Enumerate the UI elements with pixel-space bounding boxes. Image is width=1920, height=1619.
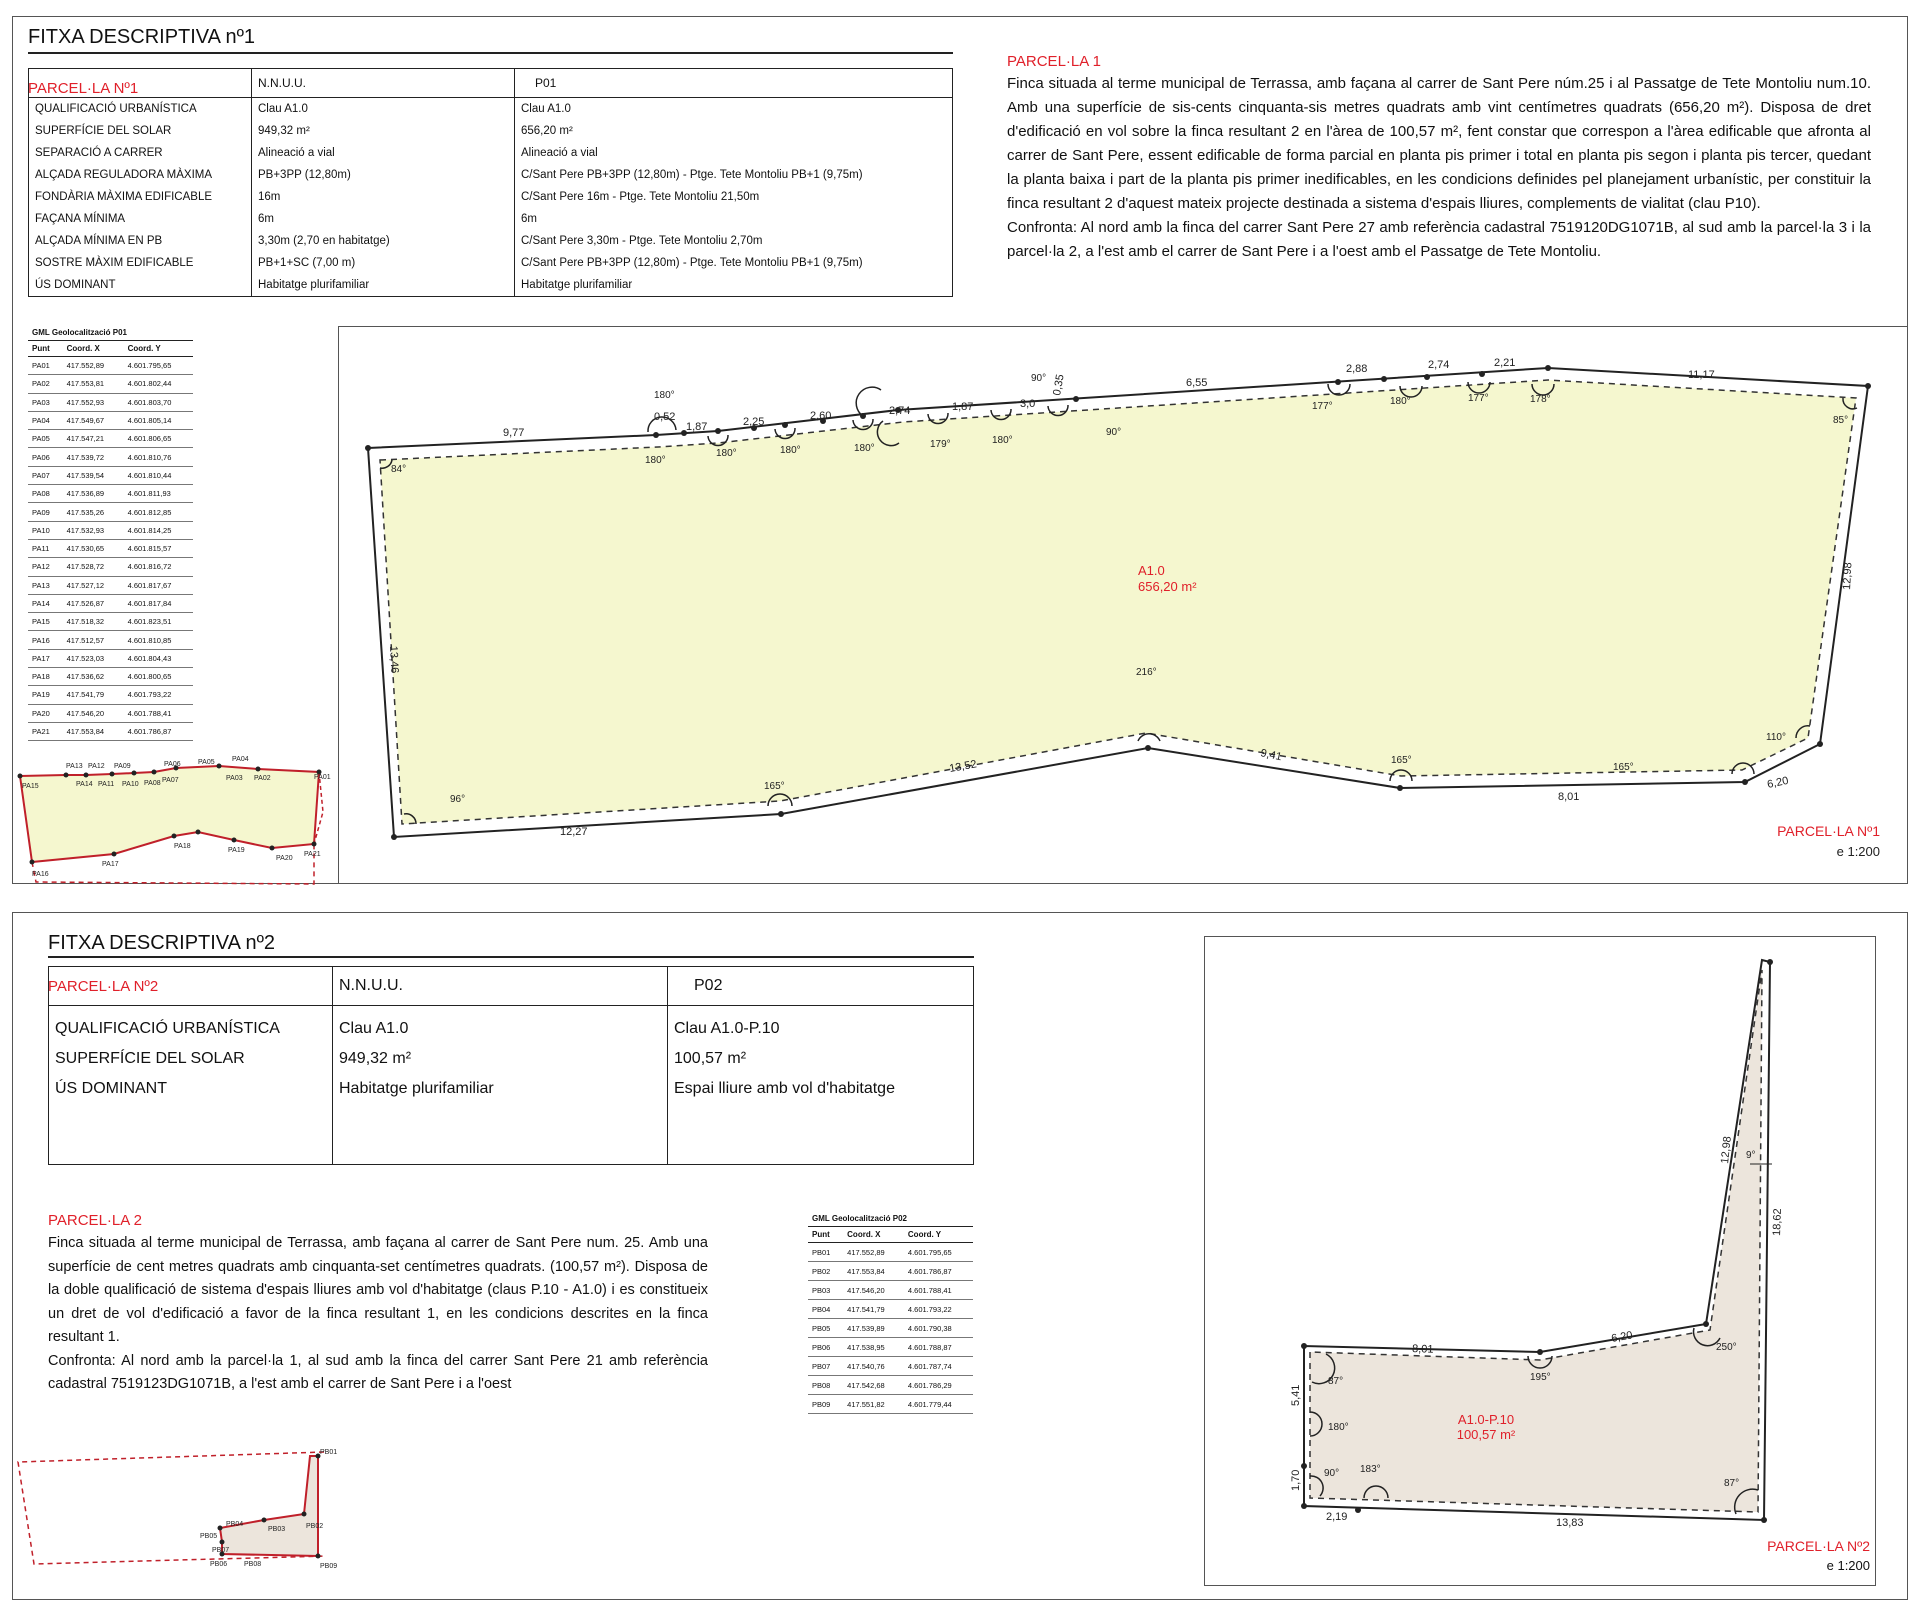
gml-row: [28, 704, 193, 722]
gml-cell: PA14: [28, 594, 63, 612]
gml-cell: PB06: [808, 1338, 843, 1357]
gml-cell: 417.547,21: [63, 430, 124, 448]
mini-point-label: PB03: [268, 1526, 286, 1533]
gml-cell: 417.541,79: [843, 1300, 904, 1319]
col-p02: P02: [668, 967, 974, 1006]
dimension-label: 13,46: [387, 645, 401, 674]
dimension-label: 6,20: [1766, 774, 1790, 791]
gml-header: Coord. Y: [904, 1227, 973, 1243]
gml-cell: PA05: [28, 430, 63, 448]
gml-cell: 417.552,89: [63, 357, 124, 375]
mini-point-label: PA08: [144, 780, 161, 787]
gml-cell: 4.601.787,74: [904, 1357, 973, 1376]
gml-cell: 4.601.816,72: [124, 558, 193, 576]
gml-cell: 4.601.806,65: [124, 430, 193, 448]
plan-scale: e 1:200: [1836, 844, 1880, 859]
sheet1-gml-table: [28, 326, 193, 741]
gml-row: [28, 448, 193, 466]
mini-point-label: PB06: [210, 1561, 228, 1568]
gml-cell: PA07: [28, 466, 63, 484]
gml-row: [28, 521, 193, 539]
dimension-label: 6,20: [1610, 1329, 1634, 1345]
gml-cell: 417.539,72: [63, 448, 124, 466]
col-nnuu: N.N.U.U.: [333, 967, 668, 1006]
gml-cell: 417.518,32: [63, 613, 124, 631]
angle-label: 179°: [930, 439, 951, 450]
gml-cell: 417.527,12: [63, 576, 124, 594]
sheet1-desc-text-1: Finca situada al terme municipal de Terrassa, amb façana al carrer de Sant Pere núm.25 i al Passatge de Tete Montoliu num.10. Amb una superfície de sis-cents cinquanta-sis metres quadrats amb vint centímetres quadrats (656,20 m²). Disposa de dret d'edificació en vol sobre la finca resultant 2 en l'àrea de 100,57 m², fent constar que correspon a l'àrea edificable que afronta al carrer de Sant Pere, essent edificable de forma parcial en planta pis primer i total en planta pis segon i planta pis tercer, quedant la planta baixa i part de la planta pis primer inedificables, en les condicions definides pel planejament urbanístic, per constituir la finca resultant 2 d'aquest mateix projecte destinada a sistema d'espais lliures, complements de vialitat (clau P10).: [1007, 75, 1871, 212]
angle-label: 165°: [764, 781, 785, 792]
gml-cell: 4.601.790,38: [904, 1319, 973, 1338]
gml-cell: PB05: [808, 1319, 843, 1338]
angle-label: 84°: [391, 464, 407, 475]
zone-area: 100,57 m²: [1456, 1427, 1516, 1442]
gml-row: [808, 1357, 973, 1376]
gml-row: [28, 430, 193, 448]
gml-cell: 4.601.788,87: [904, 1338, 973, 1357]
gml-header: Punt: [808, 1227, 843, 1243]
gml-cell: PA06: [28, 448, 63, 466]
mini-point-label: PA03: [226, 775, 243, 782]
angle-label: 178°: [1530, 394, 1551, 405]
gml-cell: PA17: [28, 649, 63, 667]
sheet2-description: [48, 1232, 708, 1397]
mini-point-label: PA15: [22, 783, 39, 790]
gml-row: [28, 503, 193, 521]
angle-label: 180°: [716, 448, 737, 459]
gml-row: [808, 1338, 973, 1357]
gml-cell: 417.540,76: [843, 1357, 904, 1376]
gml-cell: 4.601.803,70: [124, 393, 193, 411]
gml-cell: 4.601.800,65: [124, 668, 193, 686]
gml-cell: 417.512,57: [63, 631, 124, 649]
table-row: SUPERFÍCIE DEL SOLAR 949,32 m² 100,57 m²: [49, 1044, 974, 1074]
gml-cell: 4.601.817,84: [124, 594, 193, 612]
sheet2-title: FITXA DESCRIPTIVA nº2: [48, 932, 276, 954]
gml-row: [28, 686, 193, 704]
zone-label: A1.0-P.10: [1457, 1412, 1515, 1427]
gml-cell: PA01: [28, 357, 63, 375]
gml-cell: 417.538,95: [843, 1338, 904, 1357]
gml-cell: PA21: [28, 722, 63, 740]
gml-cell: 417.546,20: [843, 1281, 904, 1300]
table-row: SOSTRE MÀXIM EDIFICABLE PB+1+SC (7,00 m) C/Sant Pere PB+3PP (12,80m) - Ptge. Tete Montoliu PB+1 (9,75m): [29, 252, 953, 274]
gml-header: Coord. Y: [124, 341, 193, 357]
angle-label: 195°: [1530, 1372, 1551, 1383]
angle-label: 180°: [854, 443, 875, 454]
table-row: ALÇADA REGULADORA MÀXIMA PB+3PP (12,80m) C/Sant Pere PB+3PP (12,80m) - Ptge. Tete Montoliu PB+1 (9,75m): [29, 164, 953, 186]
gml-cell: 417.528,72: [63, 558, 124, 576]
gml-cell: 4.601.812,85: [124, 503, 193, 521]
angle-label: 90°: [1106, 427, 1122, 438]
dimension-label: 12,98: [1841, 562, 1855, 591]
gml-cell: 4.601.795,65: [904, 1243, 973, 1262]
dimension-label: 2,25: [743, 416, 765, 428]
gml-cell: 4.601.815,57: [124, 539, 193, 557]
gml-cell: 417.546,20: [63, 704, 124, 722]
gml-cell: 417.526,87: [63, 594, 124, 612]
gml-cell: PA09: [28, 503, 63, 521]
dimension-label: 1,70: [1290, 1469, 1302, 1491]
dimension-label: 6,55: [1186, 377, 1208, 389]
mini-point-label: PA07: [162, 777, 179, 784]
table-row: ALÇADA MÍNIMA EN PB 3,30m (2,70 en habitatge) C/Sant Pere 3,30m - Ptge. Tete Montoliu 2,70m: [29, 230, 953, 252]
mini-point-label: PB07: [212, 1547, 230, 1554]
dimension-label: 9,77: [503, 427, 525, 439]
gml-cell: PB08: [808, 1376, 843, 1395]
angle-label: 177°: [1468, 393, 1489, 404]
gml-cell: PA16: [28, 631, 63, 649]
sheet1-plan: [338, 326, 1908, 884]
angle-label: 90°: [1031, 373, 1047, 384]
gml-cell: 417.523,03: [63, 649, 124, 667]
dimension-label: 1,87: [686, 421, 708, 433]
mini-point-label: PA20: [276, 855, 293, 862]
dimension-label: 13,52: [948, 758, 978, 775]
gml-cell: 4.601.810,85: [124, 631, 193, 649]
gml-cell: 417.536,62: [63, 668, 124, 686]
mini-point-label: PB04: [226, 1521, 244, 1528]
mini-point-label: PA05: [198, 759, 215, 766]
angle-label: 183°: [1360, 1464, 1381, 1475]
sheet2-desc-text-1: Finca situada al terme municipal de Terrassa, amb façana al carrer de Sant Pere num. 25. Amb una superfície de cent metres quadrats amb cinquanta-set centímetres quadrats. (100,57 m²). Disposa de la doble qualificació de sistema d'espais lliures amb vol d'habitatge (claus P.10 - A1.0) i es constitueix un dret de vol d'edificació a favor de la finca resultant 1, en les condicions descrites en la finca resultant 1.: [48, 1235, 708, 1345]
gml-cell: 417.542,68: [843, 1376, 904, 1395]
gml-cell: PA04: [28, 411, 63, 429]
dimension-label: 0,35: [1051, 373, 1067, 397]
plan-title: PARCEL·LA Nº1: [1777, 823, 1880, 839]
gml-row: [28, 631, 193, 649]
dimension-label: 18,62: [1771, 1208, 1784, 1237]
angle-label: 96°: [450, 794, 466, 805]
gml-cell: PA12: [28, 558, 63, 576]
gml-title: GML Geolocalització P02: [808, 1212, 973, 1227]
gml-cell: 4.601.814,25: [124, 521, 193, 539]
dimension-label: 9,41: [1259, 747, 1283, 764]
table-row: ÚS DOMINANT Habitatge plurifamiliar Espai lliure amb vol d'habitatge: [49, 1074, 974, 1104]
gml-row: [808, 1243, 973, 1262]
dimension-label: 2,74: [1428, 359, 1450, 371]
gml-row: [28, 466, 193, 484]
sheet2-desc-title: PARCEL·LA 2: [48, 1212, 142, 1229]
angle-label: 180°: [1390, 396, 1411, 407]
sheet2-title-rule: [48, 956, 974, 958]
gml-cell: 4.601.788,41: [124, 704, 193, 722]
angle-label: 87°: [1328, 1376, 1344, 1387]
mini-point-label: PA04: [232, 756, 249, 763]
mini-point-label: PB01: [320, 1449, 338, 1456]
sheet2-params-table: [48, 966, 974, 1165]
mini-point-label: PA19: [228, 847, 245, 854]
gml-header: Coord. X: [63, 341, 124, 357]
mini-point-label: PA12: [88, 763, 105, 770]
gml-header: Punt: [28, 341, 63, 357]
gml-header: Coord. X: [843, 1227, 904, 1243]
mini-point-label: PA09: [114, 763, 131, 770]
gml-cell: PA03: [28, 393, 63, 411]
gml-cell: 4.601.810,76: [124, 448, 193, 466]
angle-label: 110°: [1766, 732, 1786, 743]
gml-row: [808, 1395, 973, 1414]
gml-row: [28, 649, 193, 667]
gml-cell: 4.601.823,51: [124, 613, 193, 631]
mini-point-label: PA13: [66, 763, 83, 770]
dimension-label: 8,01: [1411, 1343, 1434, 1356]
mini-point-label: PA21: [304, 851, 321, 858]
gml-cell: PA15: [28, 613, 63, 631]
mini-point-label: PA10: [122, 781, 139, 788]
gml-cell: 4.601.793,22: [904, 1300, 973, 1319]
mini-point-label: PA16: [32, 871, 49, 878]
gml-cell: PB09: [808, 1395, 843, 1414]
angle-label: 180°: [780, 445, 801, 456]
sheet2-parcel-label: PARCEL·LA Nº2: [48, 978, 159, 995]
sheet2-gml-table: [808, 1212, 973, 1414]
gml-cell: 417.536,89: [63, 485, 124, 503]
gml-cell: 417.535,26: [63, 503, 124, 521]
zone-area: 656,20 m²: [1138, 579, 1197, 594]
gml-cell: 417.530,65: [63, 539, 124, 557]
dimension-label: 12,98: [1719, 1135, 1734, 1165]
gml-row: [808, 1319, 973, 1338]
gml-cell: 417.539,89: [843, 1319, 904, 1338]
gml-cell: PA18: [28, 668, 63, 686]
gml-cell: 4.601.788,41: [904, 1281, 973, 1300]
gml-cell: 417.552,89: [843, 1243, 904, 1262]
table-row: ÚS DOMINANT Habitatge plurifamiliar Habitatge plurifamiliar: [29, 274, 953, 297]
gml-cell: 417.552,93: [63, 393, 124, 411]
angle-label: 216°: [1136, 667, 1157, 678]
gml-cell: PB07: [808, 1357, 843, 1376]
angle-label: 165°: [1391, 755, 1412, 766]
angle-label: 180°: [645, 455, 666, 466]
dimension-label: 2,74: [889, 405, 911, 417]
dimension-label: 5,41: [1290, 1384, 1302, 1406]
sheet2-plan: [1204, 936, 1876, 1586]
angle-label: 250°: [1716, 1342, 1737, 1353]
gml-cell: 4.601.795,65: [124, 357, 193, 375]
gml-cell: PB01: [808, 1243, 843, 1262]
table-row: SUPERFÍCIE DEL SOLAR 949,32 m² 656,20 m²: [29, 120, 953, 142]
dimension-label: 0,52: [654, 411, 676, 423]
gml-cell: PA13: [28, 576, 63, 594]
gml-row: [808, 1376, 973, 1395]
col-nnuu: N.N.U.U.: [252, 69, 515, 98]
angle-label: 9°: [1746, 1150, 1756, 1161]
gml-cell: 417.553,84: [63, 722, 124, 740]
angle-label: 85°: [1833, 415, 1849, 426]
gml-cell: 4.601.810,44: [124, 466, 193, 484]
gml-row: [28, 576, 193, 594]
gml-cell: 4.601.786,29: [904, 1376, 973, 1395]
gml-cell: PA08: [28, 485, 63, 503]
dimension-label: 2,60: [810, 410, 832, 422]
gml-cell: PA19: [28, 686, 63, 704]
gml-row: [28, 594, 193, 612]
gml-cell: PA11: [28, 539, 63, 557]
sheet1-title-rule: [28, 52, 953, 54]
dimension-label: 2,21: [1494, 357, 1516, 369]
gml-row: [28, 485, 193, 503]
mini-point-label: PA01: [314, 774, 331, 781]
gml-cell: 417.551,82: [843, 1395, 904, 1414]
dimension-label: 11,17: [1688, 369, 1715, 381]
dimension-label: 8,01: [1558, 791, 1580, 803]
gml-row: [808, 1262, 973, 1281]
table-row: QUALIFICACIÓ URBANÍSTICA Clau A1.0 Clau A1.0: [29, 98, 953, 121]
table-row: QUALIFICACIÓ URBANÍSTICA Clau A1.0 Clau A1.0-P.10: [49, 1006, 974, 1045]
sheet1-parcel-label: PARCEL·LA Nº1: [28, 80, 139, 97]
dimension-label: 2,19: [1326, 1511, 1348, 1523]
gml-cell: 417.541,79: [63, 686, 124, 704]
angle-label: 180°: [992, 435, 1013, 446]
angle-label: 165°: [1613, 762, 1634, 773]
mini-point-label: PB09: [320, 1563, 338, 1570]
gml-cell: PA10: [28, 521, 63, 539]
sheet1-params-table: [28, 68, 953, 297]
gml-row: [28, 668, 193, 686]
angle-label: 90°: [1324, 1468, 1340, 1479]
gml-row: [28, 558, 193, 576]
gml-row: [808, 1281, 973, 1300]
sheet1-desc-text-2: Confronta: Al nord amb la finca del carrer Sant Pere 27 amb referència cadastral 7519120DG1071B, al sud amb la parcel·la 3 i la parcel·la 2, a l'est amb el carrer de Sant Pere i a l'oest amb el Passatge de Tete Montoliu.: [1007, 219, 1871, 260]
gml-row: [28, 411, 193, 429]
mini-point-label: PB08: [244, 1561, 262, 1568]
dimension-label: 12,27: [560, 826, 588, 838]
sheet2-plan-title: PARCEL·LA Nº2: [1767, 1538, 1870, 1554]
mini-point-label: PA17: [102, 861, 119, 868]
gml-cell: 4.601.817,67: [124, 576, 193, 594]
sheet1-description: [1007, 72, 1871, 264]
mini-point-label: PB05: [200, 1533, 218, 1540]
gml-row: [808, 1300, 973, 1319]
mini-point-label: PA02: [254, 775, 271, 782]
table-row: FONDÀRIA MÀXIMA EDIFICABLE 16m C/Sant Pere 16m - Ptge. Tete Montoliu 21,50m: [29, 186, 953, 208]
dimension-label: 13,83: [1556, 1517, 1584, 1529]
gml-cell: 4.601.804,43: [124, 649, 193, 667]
gml-cell: 417.539,54: [63, 466, 124, 484]
sheet2-plan-scale: e 1:200: [1826, 1558, 1870, 1573]
sheet2-desc-text-2: Confronta: Al nord amb la parcel·la 1, al sud amb la finca del carrer Sant Pere 21 amb referència cadastral 7519123DG1071B, a l'est amb el carrer de Sant Pere i a l'oest: [48, 1352, 708, 1392]
angle-label: 177°: [1312, 401, 1333, 412]
dimension-label: 2,88: [1346, 363, 1368, 375]
gml-cell: PB03: [808, 1281, 843, 1300]
table-row: SEPARACIÓ A CARRER Alineació a vial Alineació a vial: [29, 142, 953, 164]
dimension-label: 3,0: [1020, 398, 1036, 410]
gml-cell: 417.553,81: [63, 375, 124, 393]
sheet1-title: FITXA DESCRIPTIVA nº1: [28, 26, 256, 48]
gml-row: [28, 613, 193, 631]
mini-point-label: PA18: [174, 843, 191, 850]
gml-row: [28, 539, 193, 557]
gml-row: [28, 393, 193, 411]
gml-cell: 4.601.805,14: [124, 411, 193, 429]
gml-row: [28, 375, 193, 393]
angle-label: 180°: [654, 390, 675, 401]
gml-cell: 417.549,67: [63, 411, 124, 429]
mini-point-label: PB02: [306, 1523, 324, 1530]
gml-row: [28, 722, 193, 740]
zone-label: A1.0: [1138, 563, 1165, 578]
gml-cell: 4.601.811,93: [124, 485, 193, 503]
gml-cell: PB04: [808, 1300, 843, 1319]
mini-point-label: PA06: [164, 761, 181, 768]
mini-point-label: PA11: [98, 781, 115, 788]
gml-cell: PA20: [28, 704, 63, 722]
gml-cell: 4.601.786,87: [904, 1262, 973, 1281]
gml-cell: 4.601.793,22: [124, 686, 193, 704]
table-row: FAÇANA MÍNIMA 6m 6m: [29, 208, 953, 230]
gml-cell: PB02: [808, 1262, 843, 1281]
gml-title: GML Geolocalització P01: [28, 326, 193, 341]
gml-cell: 4.601.802,44: [124, 375, 193, 393]
dimension-label: 1,87: [952, 401, 974, 413]
gml-cell: PA02: [28, 375, 63, 393]
col-p01: P01: [515, 69, 953, 98]
gml-cell: 417.532,93: [63, 521, 124, 539]
sheet1-mini-plan: [14, 752, 344, 887]
angle-label: 180°: [1328, 1422, 1349, 1433]
sheet1-desc-title: PARCEL·LA 1: [1007, 53, 1101, 70]
gml-cell: 4.601.779,44: [904, 1395, 973, 1414]
gml-row: [28, 357, 193, 375]
gml-cell: 417.553,84: [843, 1262, 904, 1281]
angle-label: 87°: [1724, 1478, 1740, 1489]
mini-point-label: PA14: [76, 781, 93, 788]
sheet2-mini-plan: [14, 1444, 344, 1574]
gml-cell: 4.601.786,87: [124, 722, 193, 740]
